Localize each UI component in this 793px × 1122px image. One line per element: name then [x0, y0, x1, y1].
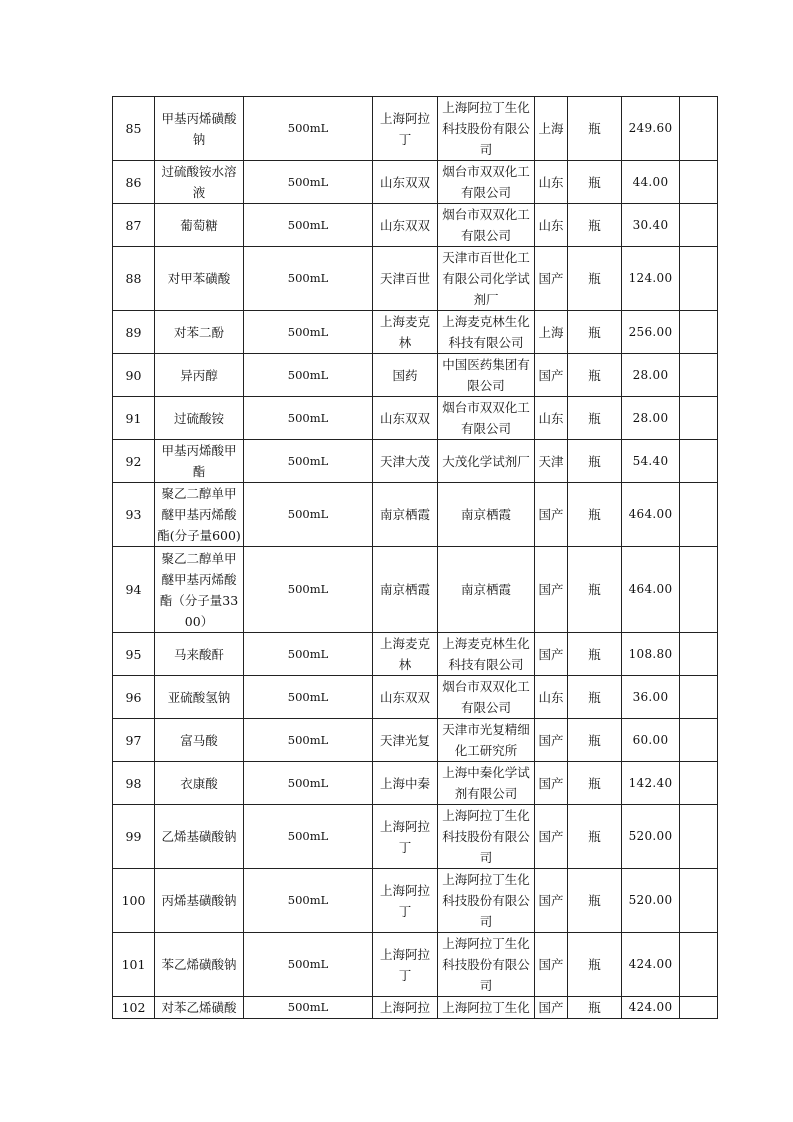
- cell-origin: 国产: [535, 997, 568, 1019]
- cell-specification: 500mL: [244, 354, 373, 397]
- cell-specification: 500mL: [244, 762, 373, 805]
- cell-remark: [680, 397, 718, 440]
- cell-manufacturer: 南京栖霞: [438, 483, 535, 547]
- cell-reagent-name: 亚硫酸氢钠: [155, 676, 244, 719]
- cell-reagent-name: 对苯乙烯磺酸: [155, 997, 244, 1019]
- cell-remark: [680, 869, 718, 933]
- table-row: [113, 719, 718, 762]
- cell-reagent-name: 苯乙烯磺酸钠: [155, 933, 244, 997]
- table-row: [113, 397, 718, 440]
- cell-row-number: 90: [113, 354, 155, 397]
- cell-row-number: 95: [113, 633, 155, 676]
- cell-unit-price: 54.40: [622, 440, 680, 483]
- cell-remark: [680, 440, 718, 483]
- cell-manufacturer: 烟台市双双化工有限公司: [438, 397, 535, 440]
- cell-unit-price: 30.40: [622, 204, 680, 247]
- cell-manufacturer: 上海麦克林生化科技有限公司: [438, 311, 535, 354]
- cell-unit: 瓶: [568, 440, 622, 483]
- cell-specification: 500mL: [244, 161, 373, 204]
- table-row: [113, 676, 718, 719]
- cell-manufacturer: 烟台市双双化工有限公司: [438, 161, 535, 204]
- cell-unit: 瓶: [568, 247, 622, 311]
- cell-specification: 500mL: [244, 997, 373, 1019]
- table-row: [113, 762, 718, 805]
- cell-brand: 上海阿拉: [373, 997, 438, 1019]
- cell-row-number: 99: [113, 805, 155, 869]
- cell-remark: [680, 762, 718, 805]
- cell-specification: 500mL: [244, 676, 373, 719]
- cell-specification: 500mL: [244, 247, 373, 311]
- cell-brand: 上海麦克林: [373, 311, 438, 354]
- cell-reagent-name: 过硫酸铵: [155, 397, 244, 440]
- cell-reagent-name: 过硫酸铵水溶液: [155, 161, 244, 204]
- table-row: [113, 161, 718, 204]
- cell-unit: 瓶: [568, 869, 622, 933]
- cell-unit: 瓶: [568, 483, 622, 547]
- cell-row-number: 96: [113, 676, 155, 719]
- cell-remark: [680, 311, 718, 354]
- cell-row-number: 101: [113, 933, 155, 997]
- cell-row-number: 86: [113, 161, 155, 204]
- cell-brand: 南京栖霞: [373, 483, 438, 547]
- cell-remark: [680, 633, 718, 676]
- cell-remark: [680, 719, 718, 762]
- cell-manufacturer: 南京栖霞: [438, 547, 535, 633]
- cell-unit: 瓶: [568, 719, 622, 762]
- cell-unit: 瓶: [568, 161, 622, 204]
- cell-brand: 山东双双: [373, 397, 438, 440]
- cell-remark: [680, 161, 718, 204]
- cell-remark: [680, 97, 718, 161]
- table-row: [113, 633, 718, 676]
- cell-specification: 500mL: [244, 719, 373, 762]
- cell-origin: 国产: [535, 354, 568, 397]
- cell-unit-price: 124.00: [622, 247, 680, 311]
- table-row: [113, 805, 718, 869]
- cell-brand: 上海中秦: [373, 762, 438, 805]
- cell-row-number: 97: [113, 719, 155, 762]
- cell-unit-price: 256.00: [622, 311, 680, 354]
- cell-reagent-name: 甲基丙烯磺酸钠: [155, 97, 244, 161]
- cell-specification: 500mL: [244, 440, 373, 483]
- cell-specification: 500mL: [244, 869, 373, 933]
- cell-remark: [680, 805, 718, 869]
- cell-unit-price: 108.80: [622, 633, 680, 676]
- cell-manufacturer: 上海阿拉丁生化科技股份有限公司: [438, 805, 535, 869]
- cell-reagent-name: 乙烯基磺酸钠: [155, 805, 244, 869]
- cell-origin: 上海: [535, 97, 568, 161]
- cell-row-number: 89: [113, 311, 155, 354]
- cell-origin: 国产: [535, 805, 568, 869]
- cell-unit-price: 249.60: [622, 97, 680, 161]
- cell-reagent-name: 富马酸: [155, 719, 244, 762]
- cell-row-number: 102: [113, 997, 155, 1019]
- cell-origin: 山东: [535, 397, 568, 440]
- cell-manufacturer: 烟台市双双化工有限公司: [438, 204, 535, 247]
- cell-row-number: 91: [113, 397, 155, 440]
- cell-reagent-name: 甲基丙烯酸甲酯: [155, 440, 244, 483]
- cell-brand: 山东双双: [373, 676, 438, 719]
- cell-unit-price: 464.00: [622, 547, 680, 633]
- table-body: [113, 97, 718, 1019]
- cell-manufacturer: 上海阿拉丁生化科技股份有限公司: [438, 97, 535, 161]
- cell-manufacturer: 上海中秦化学试剂有限公司: [438, 762, 535, 805]
- table-row: [113, 933, 718, 997]
- cell-row-number: 93: [113, 483, 155, 547]
- cell-origin: 山东: [535, 204, 568, 247]
- table-row: [113, 483, 718, 547]
- cell-row-number: 87: [113, 204, 155, 247]
- cell-unit-price: 424.00: [622, 997, 680, 1019]
- cell-manufacturer: 上海阿拉丁生化科技股份有限公司: [438, 933, 535, 997]
- cell-unit: 瓶: [568, 204, 622, 247]
- cell-remark: [680, 997, 718, 1019]
- cell-origin: 国产: [535, 247, 568, 311]
- cell-origin: 天津: [535, 440, 568, 483]
- cell-unit: 瓶: [568, 97, 622, 161]
- cell-unit-price: 424.00: [622, 933, 680, 997]
- cell-brand: 上海阿拉丁: [373, 805, 438, 869]
- cell-reagent-name: 异丙醇: [155, 354, 244, 397]
- cell-unit: 瓶: [568, 397, 622, 440]
- cell-row-number: 85: [113, 97, 155, 161]
- cell-manufacturer: 中国医药集团有限公司: [438, 354, 535, 397]
- table-row: [113, 869, 718, 933]
- cell-unit: 瓶: [568, 633, 622, 676]
- cell-reagent-name: 聚乙二醇单甲醚甲基丙烯酸酯(分子量600): [155, 483, 244, 547]
- cell-remark: [680, 676, 718, 719]
- cell-origin: 国产: [535, 719, 568, 762]
- cell-manufacturer: 天津市百世化工有限公司化学试剂厂: [438, 247, 535, 311]
- cell-origin: 山东: [535, 161, 568, 204]
- cell-unit-price: 28.00: [622, 397, 680, 440]
- cell-reagent-name: 对甲苯磺酸: [155, 247, 244, 311]
- cell-reagent-name: 马来酸酐: [155, 633, 244, 676]
- table-row: [113, 204, 718, 247]
- cell-remark: [680, 547, 718, 633]
- cell-specification: 500mL: [244, 547, 373, 633]
- cell-reagent-name: 对苯二酚: [155, 311, 244, 354]
- cell-unit-price: 44.00: [622, 161, 680, 204]
- cell-specification: 500mL: [244, 483, 373, 547]
- cell-reagent-name: 葡萄糖: [155, 204, 244, 247]
- cell-remark: [680, 483, 718, 547]
- cell-reagent-name: 聚乙二醇单甲醚甲基丙烯酸酯（分子量3300）: [155, 547, 244, 633]
- cell-row-number: 94: [113, 547, 155, 633]
- cell-manufacturer: 天津市光复精细化工研究所: [438, 719, 535, 762]
- cell-brand: 国药: [373, 354, 438, 397]
- cell-specification: 500mL: [244, 397, 373, 440]
- cell-origin: 国产: [535, 633, 568, 676]
- cell-reagent-name: 衣康酸: [155, 762, 244, 805]
- cell-unit: 瓶: [568, 805, 622, 869]
- cell-specification: 500mL: [244, 633, 373, 676]
- table-row: [113, 997, 718, 1019]
- table-row: [113, 311, 718, 354]
- cell-unit-price: 60.00: [622, 719, 680, 762]
- cell-unit: 瓶: [568, 933, 622, 997]
- cell-origin: 国产: [535, 933, 568, 997]
- table-row: [113, 97, 718, 161]
- cell-specification: 500mL: [244, 311, 373, 354]
- cell-row-number: 100: [113, 869, 155, 933]
- cell-remark: [680, 933, 718, 997]
- cell-brand: 天津百世: [373, 247, 438, 311]
- cell-origin: 国产: [535, 762, 568, 805]
- cell-specification: 500mL: [244, 97, 373, 161]
- cell-unit: 瓶: [568, 676, 622, 719]
- cell-unit-price: 36.00: [622, 676, 680, 719]
- cell-unit-price: 520.00: [622, 805, 680, 869]
- cell-manufacturer: 上海阿拉丁生化科技股份有限公司: [438, 869, 535, 933]
- cell-brand: 天津光复: [373, 719, 438, 762]
- cell-remark: [680, 204, 718, 247]
- cell-manufacturer: 上海阿拉丁生化: [438, 997, 535, 1019]
- cell-unit: 瓶: [568, 354, 622, 397]
- cell-specification: 500mL: [244, 933, 373, 997]
- cell-remark: [680, 247, 718, 311]
- cell-manufacturer: 上海麦克林生化科技有限公司: [438, 633, 535, 676]
- cell-unit: 瓶: [568, 547, 622, 633]
- cell-origin: 国产: [535, 483, 568, 547]
- cell-unit-price: 464.00: [622, 483, 680, 547]
- reagent-price-table: [112, 96, 718, 1019]
- cell-unit-price: 520.00: [622, 869, 680, 933]
- cell-unit: 瓶: [568, 997, 622, 1019]
- cell-manufacturer: 大茂化学试剂厂: [438, 440, 535, 483]
- cell-brand: 上海麦克林: [373, 633, 438, 676]
- cell-unit-price: 28.00: [622, 354, 680, 397]
- table-row: [113, 440, 718, 483]
- cell-brand: 南京栖霞: [373, 547, 438, 633]
- cell-row-number: 88: [113, 247, 155, 311]
- cell-origin: 国产: [535, 547, 568, 633]
- cell-brand: 天津大茂: [373, 440, 438, 483]
- cell-row-number: 98: [113, 762, 155, 805]
- cell-brand: 上海阿拉丁: [373, 933, 438, 997]
- cell-unit-price: 142.40: [622, 762, 680, 805]
- cell-origin: 国产: [535, 869, 568, 933]
- cell-specification: 500mL: [244, 805, 373, 869]
- cell-row-number: 92: [113, 440, 155, 483]
- table-row: [113, 547, 718, 633]
- table-row: [113, 247, 718, 311]
- cell-unit: 瓶: [568, 311, 622, 354]
- table-row: [113, 354, 718, 397]
- cell-brand: 山东双双: [373, 204, 438, 247]
- cell-origin: 上海: [535, 311, 568, 354]
- cell-unit: 瓶: [568, 762, 622, 805]
- cell-manufacturer: 烟台市双双化工有限公司: [438, 676, 535, 719]
- cell-specification: 500mL: [244, 204, 373, 247]
- cell-origin: 山东: [535, 676, 568, 719]
- cell-brand: 上海阿拉丁: [373, 869, 438, 933]
- cell-brand: 上海阿拉丁: [373, 97, 438, 161]
- cell-remark: [680, 354, 718, 397]
- cell-reagent-name: 丙烯基磺酸钠: [155, 869, 244, 933]
- cell-brand: 山东双双: [373, 161, 438, 204]
